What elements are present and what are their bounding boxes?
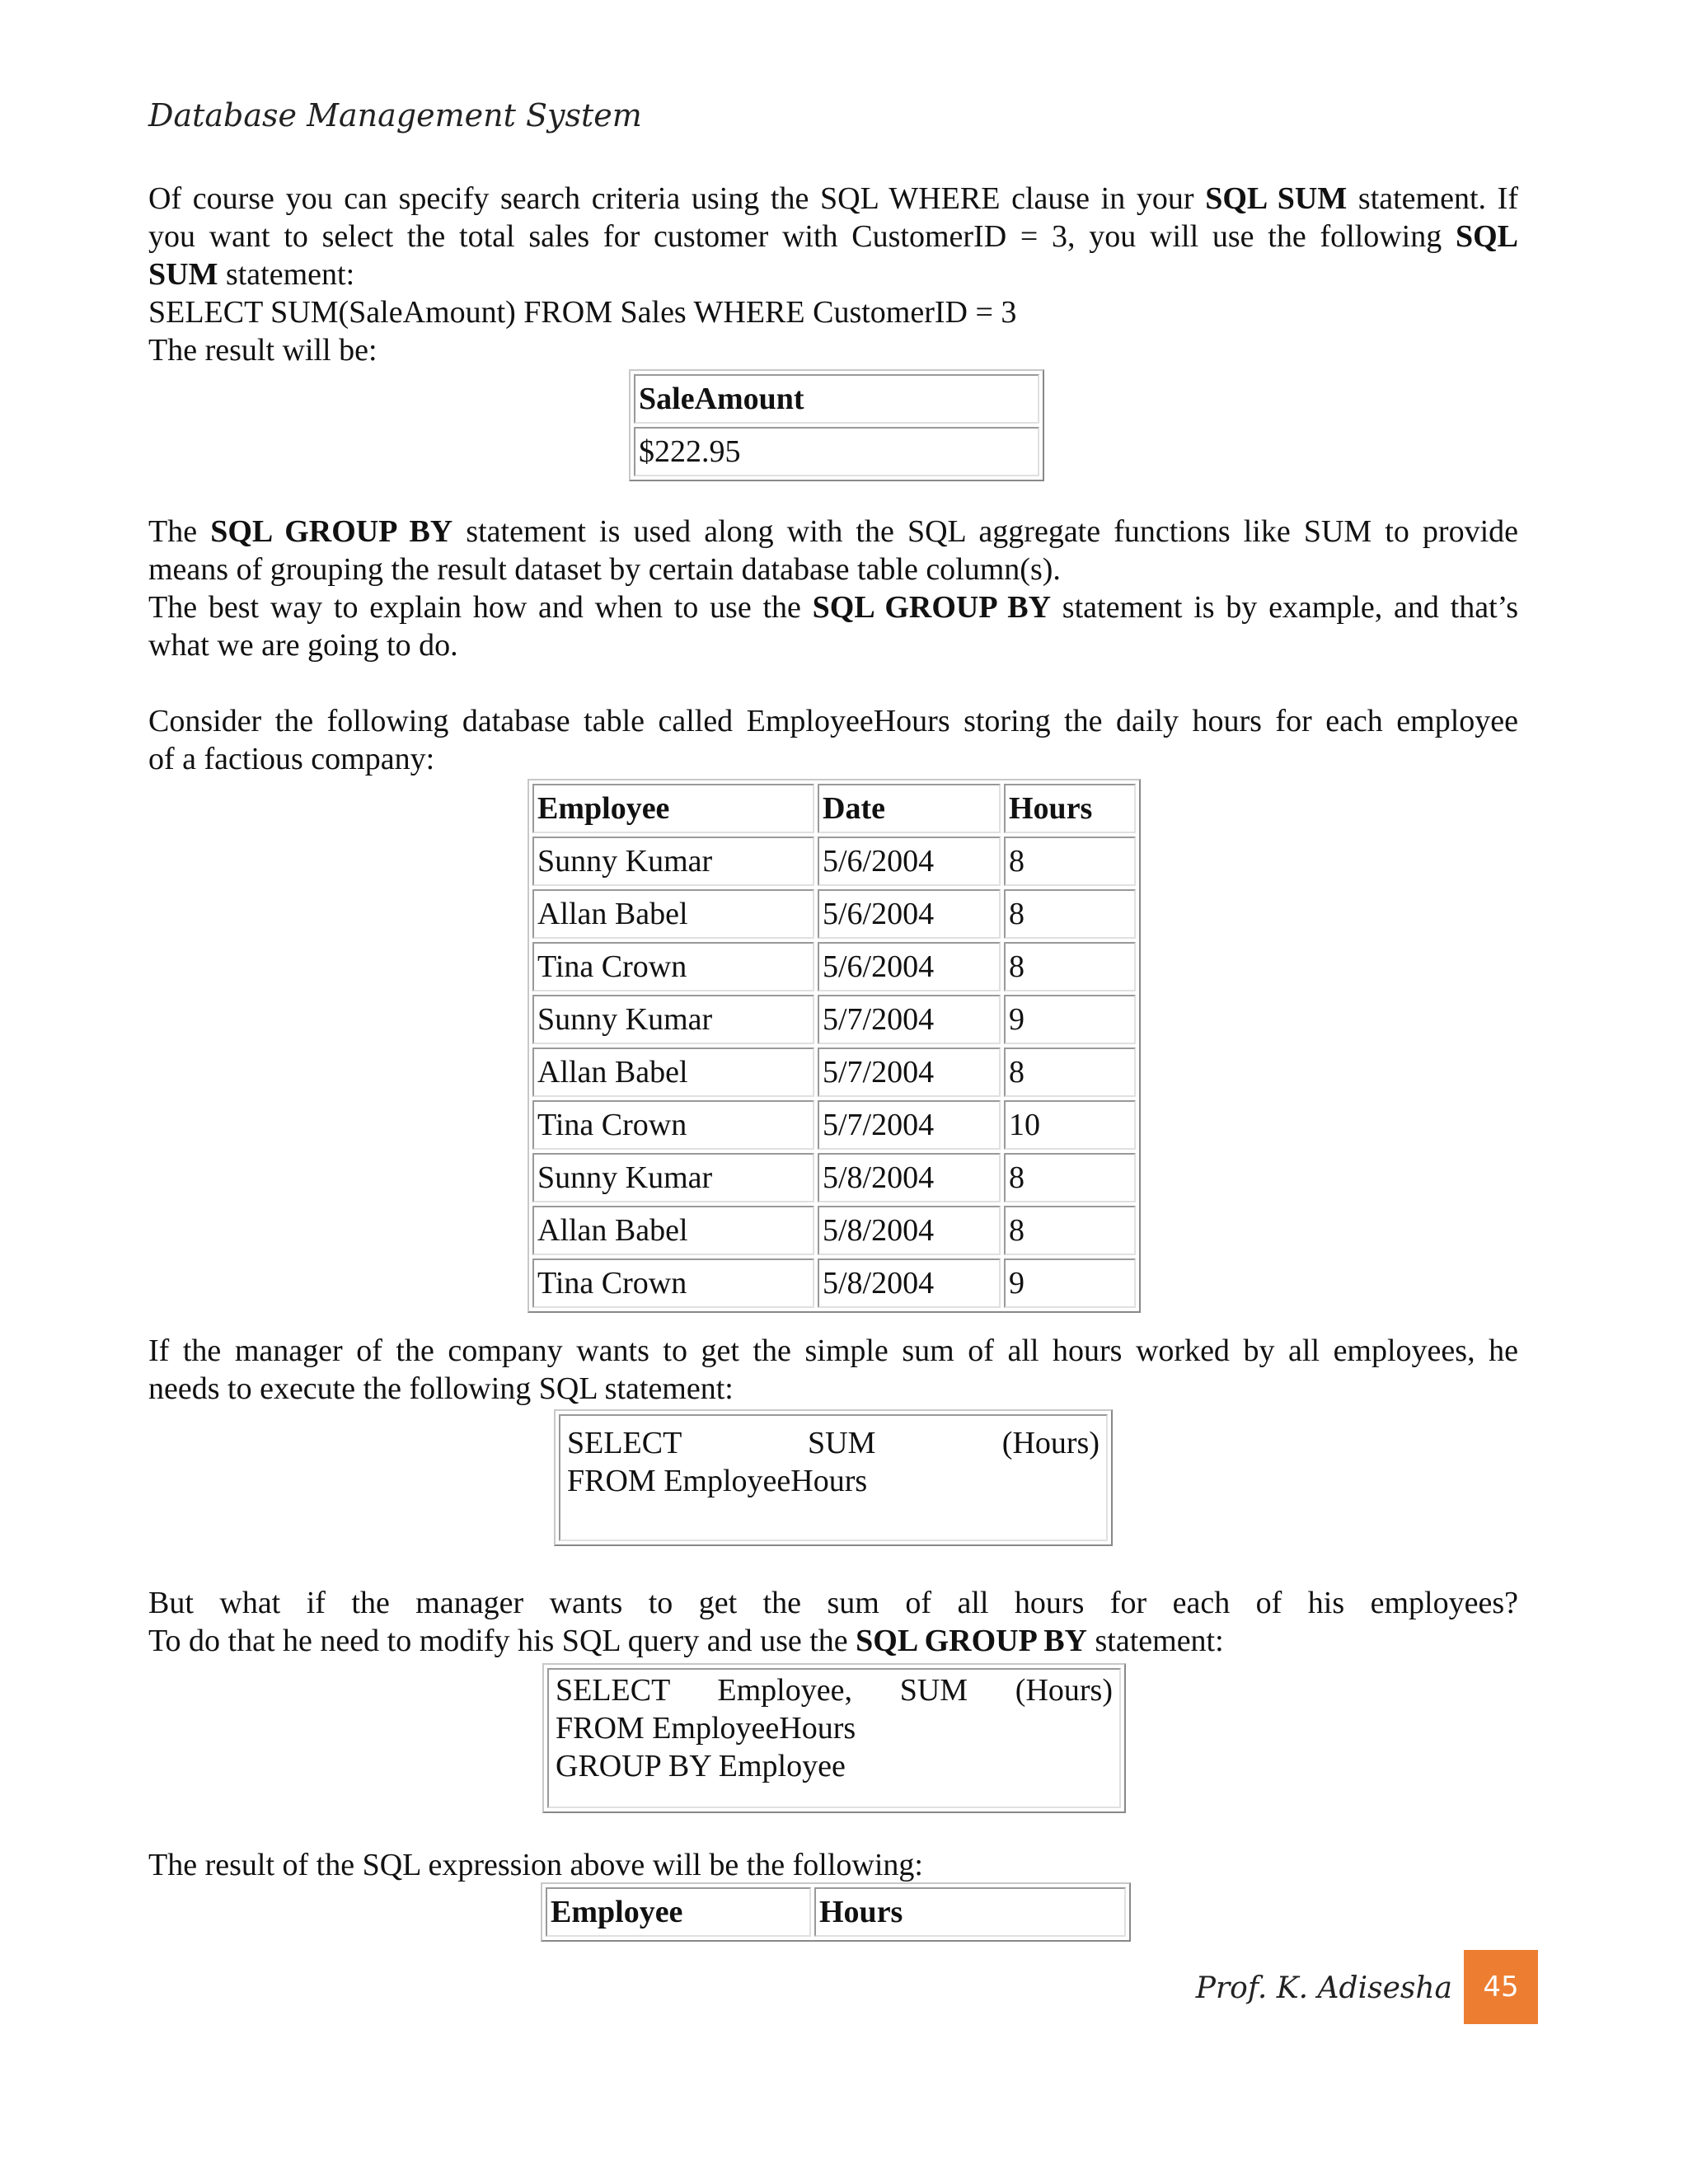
paragraph-line: If the manager of the company wants to get the simple sum of all hours worked by all employees, he xyxy=(148,1333,1518,1368)
table-cell: 10 xyxy=(1004,1100,1136,1150)
table-cell: Allan Babel xyxy=(532,889,814,939)
paragraph-line: SUM statement: xyxy=(148,257,355,292)
result-table xyxy=(541,1882,1131,1942)
table-cell: 5/7/2004 xyxy=(818,1100,1001,1150)
table-cell: 8 xyxy=(1004,1153,1136,1202)
table-cell: Sunny Kumar xyxy=(532,837,814,886)
table-row xyxy=(532,995,1136,1044)
code-line: SELECT Employee, SUM (Hours) xyxy=(556,1673,1113,1708)
table-cell: 5/7/2004 xyxy=(818,1047,1001,1097)
table-header-cell: Hours xyxy=(814,1887,1126,1937)
paragraph-line: what we are going to do. xyxy=(148,628,458,663)
table-cell: 5/8/2004 xyxy=(818,1258,1001,1308)
table-cell: 5/6/2004 xyxy=(818,942,1001,991)
paragraph-sum-where xyxy=(148,180,1518,369)
paragraph-group-by-intro xyxy=(148,513,1518,664)
paragraph-line: The SQL GROUP BY statement is used along with the SQL aggregate functions like SUM to provide xyxy=(148,514,1519,549)
paragraph-line: To do that he need to modify his SQL query and use the SQL GROUP BY statement: xyxy=(148,1624,1224,1658)
table-cell: 8 xyxy=(1004,837,1136,886)
paragraph-table-intro xyxy=(148,702,1518,778)
paragraph-line: The result of the SQL expression above will be the following: xyxy=(148,1848,923,1882)
footer-author: Prof. K. Adisesha xyxy=(1195,1971,1452,2005)
table-cell: 5/7/2004 xyxy=(818,995,1001,1044)
paragraph-simple-sum xyxy=(148,1332,1518,1408)
page-header-title: Database Management System xyxy=(148,97,642,134)
table-row xyxy=(532,1100,1136,1150)
page-number-badge: 45 xyxy=(1464,1950,1538,2024)
table-header-row xyxy=(532,784,1136,833)
table-row xyxy=(532,942,1136,991)
table-cell: 9 xyxy=(1004,995,1136,1044)
table-row xyxy=(532,1206,1136,1255)
code-line: GROUP BY Employee xyxy=(556,1749,846,1783)
table-row xyxy=(532,837,1136,886)
table-cell: 8 xyxy=(1004,1047,1136,1097)
table-cell: Allan Babel xyxy=(532,1206,814,1255)
table-header-cell: Hours xyxy=(1004,784,1136,833)
table-cell: Tina Crown xyxy=(532,1100,814,1150)
table-header-cell: Date xyxy=(818,784,1001,833)
table-cell: Tina Crown xyxy=(532,942,814,991)
sql-code-box-sum xyxy=(554,1409,1113,1546)
table-header-cell: Employee xyxy=(546,1887,811,1937)
table-cell: 8 xyxy=(1004,889,1136,939)
table-cell: Allan Babel xyxy=(532,1047,814,1097)
table-cell: 8 xyxy=(1004,1206,1136,1255)
paragraph-line: of a factious company: xyxy=(148,742,435,776)
code-line: FROM EmployeeHours xyxy=(556,1711,856,1746)
table-cell: Sunny Kumar xyxy=(532,1153,814,1202)
paragraph-result-intro xyxy=(148,1846,1518,1884)
paragraph-line: means of grouping the result dataset by certain database table column(s). xyxy=(148,552,1061,587)
paragraph-line: Of course you can specify search criteria using the SQL WHERE clause in your SQL SUM statement. If xyxy=(148,181,1518,216)
paragraph-line: The result will be: xyxy=(148,333,377,368)
sql-code-box-group-by xyxy=(542,1663,1126,1813)
table-cell: Tina Crown xyxy=(532,1258,814,1308)
table-row xyxy=(532,1258,1136,1308)
paragraph-line: The best way to explain how and when to use the SQL GROUP BY statement is by example, and that’s xyxy=(148,590,1519,625)
table-cell: 5/6/2004 xyxy=(818,889,1001,939)
table-header-cell: Employee xyxy=(532,784,814,833)
table-row xyxy=(532,1153,1136,1202)
table-row xyxy=(532,1047,1136,1097)
table-cell: 9 xyxy=(1004,1258,1136,1308)
table-cell: 8 xyxy=(1004,942,1136,991)
table-cell: 5/8/2004 xyxy=(818,1206,1001,1255)
table-row xyxy=(532,889,1136,939)
employee-hours-table xyxy=(528,779,1141,1313)
paragraph-line: But what if the manager wants to get the sum of all hours for each of his employees? xyxy=(148,1586,1518,1620)
code-line: SELECT SUM (Hours) xyxy=(567,1426,1100,1460)
table-cell: 5/6/2004 xyxy=(818,837,1001,886)
table-cell: Sunny Kumar xyxy=(532,995,814,1044)
table-cell: 5/8/2004 xyxy=(818,1153,1001,1202)
paragraph-line: Consider the following database table called EmployeeHours storing the daily hours for each employee xyxy=(148,704,1518,738)
table-header-cell: SaleAmount xyxy=(634,374,1039,424)
paragraph-line: you want to select the total sales for customer with CustomerID = 3, you will use the following SQL xyxy=(148,219,1518,254)
table-header-row xyxy=(546,1887,1126,1937)
paragraph-line: needs to execute the following SQL statement: xyxy=(148,1371,734,1406)
table-cell: $222.95 xyxy=(634,427,1039,476)
sale-amount-table xyxy=(629,369,1044,481)
sql-statement-line: SELECT SUM(SaleAmount) FROM Sales WHERE CustomerID = 3 xyxy=(148,295,1017,330)
code-line: FROM EmployeeHours xyxy=(567,1464,868,1498)
paragraph-group-by-question xyxy=(148,1584,1518,1660)
